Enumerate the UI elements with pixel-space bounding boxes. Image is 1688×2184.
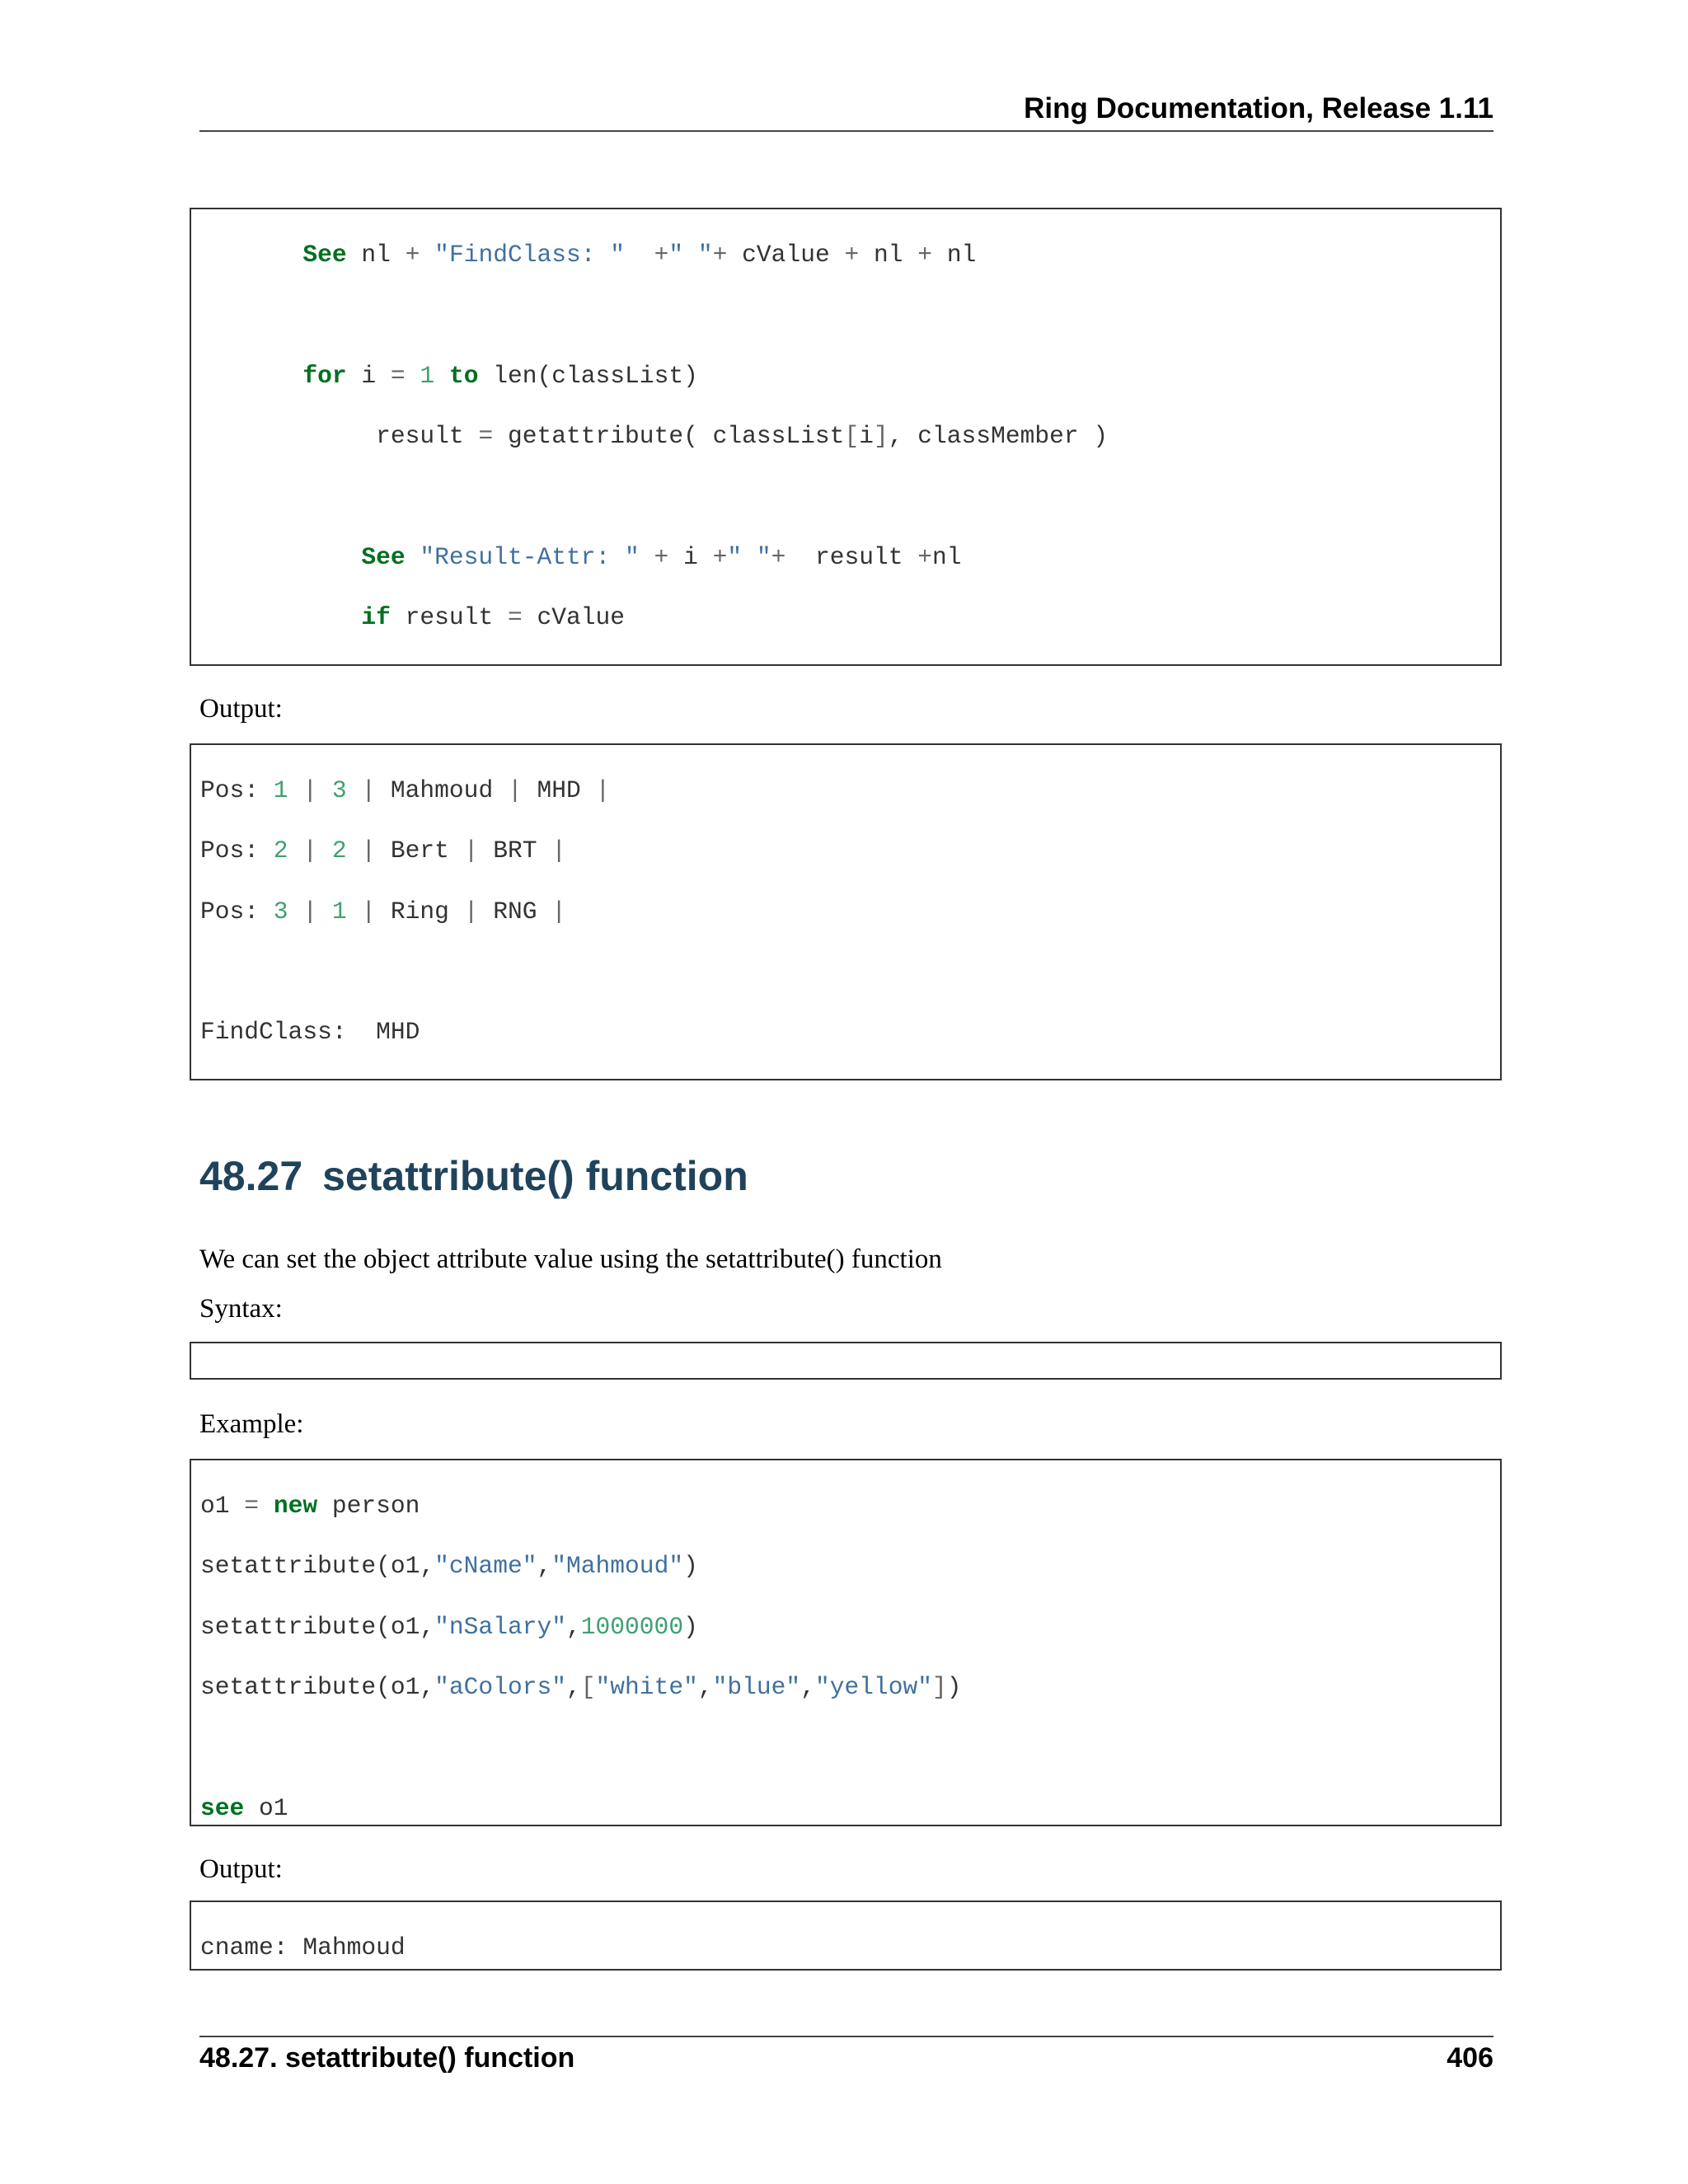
code-line: Pos: 2 | 2 | Bert | BRT | [200, 837, 567, 865]
output-block-findclass [190, 743, 1502, 1080]
code-line: see o1 [200, 1793, 288, 1822]
code-line: for i = 1 to len(classList) [302, 361, 698, 390]
footer-divider [199, 2036, 1493, 2037]
code-line [200, 1378, 1500, 1380]
section-title: setattribute() function [322, 1153, 748, 1199]
code-line: cname: Mahmoud [200, 1933, 406, 1961]
example-code-block [190, 1459, 1502, 1826]
section-heading [199, 1152, 748, 1200]
output-label-2: Output: [199, 1854, 283, 1884]
code-line: setattribute(o1,"aColors",["white","blue","yellow"]) [200, 1672, 962, 1701]
code-line: setattribute(o1,"cName","Mahmoud") [200, 1552, 698, 1581]
page-header [199, 92, 1493, 132]
code-line-blank [200, 957, 1500, 987]
output-label: Output: [199, 694, 283, 724]
example-label: Example: [199, 1409, 304, 1439]
code-line: Pos: 1 | 3 | Mahmoud | MHD | [200, 776, 611, 804]
code-line: Pos: 3 | 1 | Ring | RNG | [200, 897, 567, 926]
paragraph: We can set the object attribute value using the setattribute() function [199, 1244, 942, 1274]
code-line-blank [200, 481, 1500, 512]
header-title: Ring Documentation, Release 1.11 [1024, 92, 1493, 124]
output-block-setattribute [190, 1900, 1502, 1971]
footer-section: 48.27. setattribute() function [199, 2042, 575, 2074]
code-line-blank [200, 300, 1500, 330]
code-block-findclass [190, 208, 1502, 666]
code-line-blank [200, 1732, 1500, 1763]
code-line: See nl + "FindClass: " +" "+ cValue + nl + nl [302, 240, 977, 269]
page-number: 406 [1447, 2042, 1493, 2074]
code-line [200, 663, 1500, 666]
code-line: o1 = new person [200, 1491, 420, 1520]
code-line: if result = cValue [361, 603, 626, 632]
code-line-blank [200, 1078, 1500, 1080]
syntax-label: Syntax: [199, 1294, 283, 1324]
code-line: result = getattribute( classList[i], classMember ) [376, 421, 1109, 450]
section-number: 48.27 [199, 1153, 303, 1199]
code-line: FindClass: MHD [200, 1018, 420, 1047]
syntax-code-block [190, 1342, 1502, 1380]
code-line: See "Result-Attr: " + i +" "+ result +nl [361, 542, 962, 571]
code-line: setattribute(o1,"nSalary",1000000) [200, 1612, 698, 1641]
